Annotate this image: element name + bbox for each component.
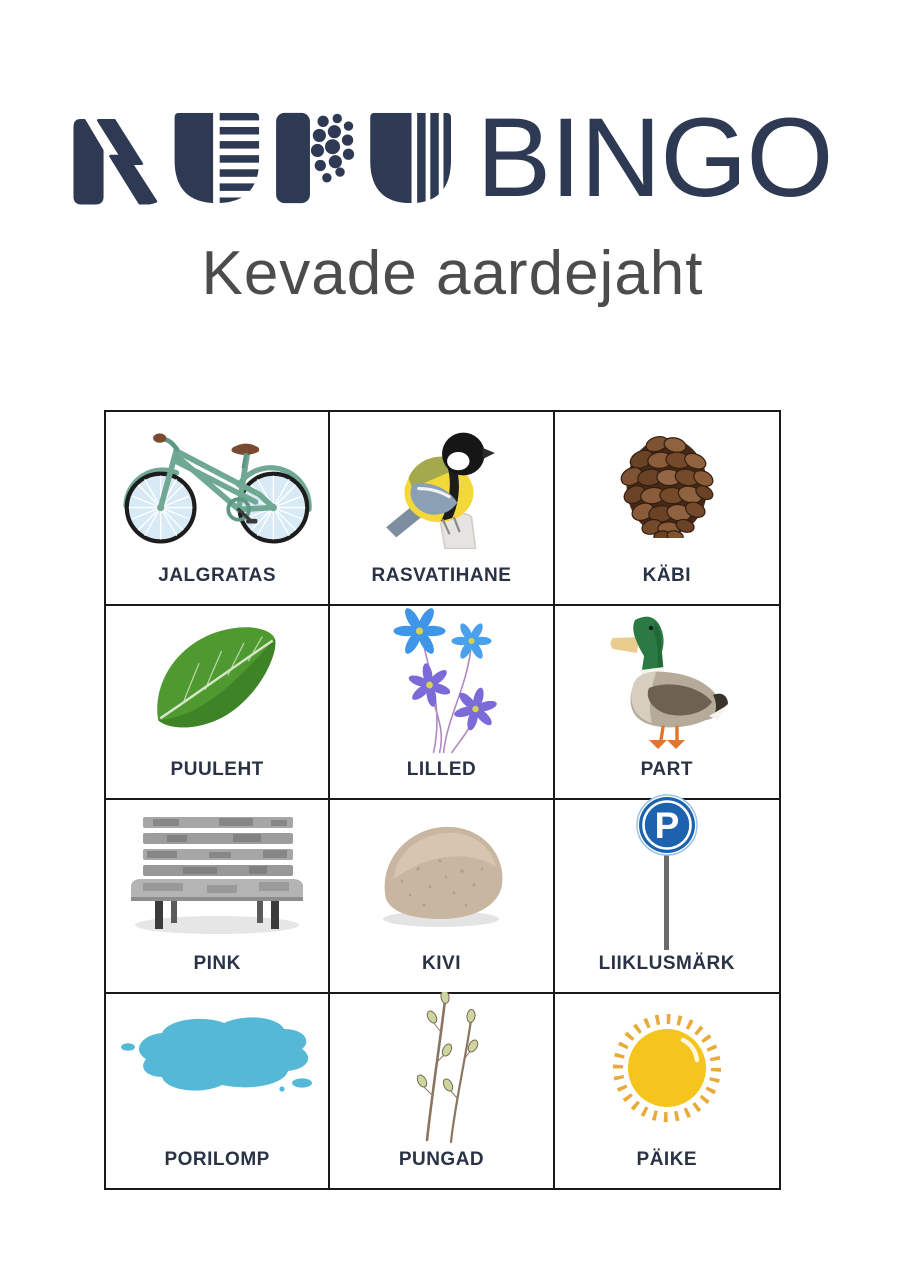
bingo-cell-paike [555, 994, 779, 1188]
mallard-duck-illustration [555, 606, 779, 752]
cell-label: JALGRATAS [158, 565, 277, 586]
bicycle-illustration [106, 412, 328, 558]
cell-label: KÄBI [642, 565, 692, 586]
bingo-grid [104, 410, 781, 1190]
bingo-cell-kabi [555, 412, 779, 606]
logo-letter-n [74, 120, 155, 203]
bingo-cell-porilomp [106, 994, 330, 1188]
tree-leaf-illustration [106, 606, 328, 752]
great-tit-bird-illustration [330, 412, 552, 558]
bingo-cell-rasvatihane [330, 412, 554, 606]
wordmark-bingo: BINGO [476, 95, 833, 220]
bingo-cell-kivi [330, 800, 554, 994]
logo-letter-u2 [370, 113, 451, 203]
header [0, 0, 905, 306]
parking-sign-illustration [555, 800, 779, 946]
logo-letter-p [276, 113, 354, 203]
cell-label: PÄIKE [636, 1149, 698, 1170]
sun-illustration [555, 994, 779, 1142]
stone-illustration [330, 800, 552, 946]
cell-label: PORILOMP [164, 1149, 270, 1170]
nupu-logo-icon [73, 110, 451, 206]
hepatica-flowers-illustration [330, 606, 552, 752]
cell-label: PUULEHT [170, 759, 264, 780]
cell-label: PART [640, 759, 693, 780]
bingo-cell-pink [106, 800, 330, 994]
cell-label: RASVATIHANE [371, 565, 512, 586]
bingo-cell-jalgratas [106, 412, 330, 606]
bingo-cell-liiklusmark [555, 800, 779, 994]
pine-cone-illustration [555, 412, 779, 558]
cell-label: LILLED [406, 759, 477, 780]
bingo-cell-part [555, 606, 779, 800]
svg-text:P: P [654, 805, 680, 846]
bingo-cell-pungad [330, 994, 554, 1188]
logo-row [73, 95, 833, 220]
cell-label: LIIKLUSMÄRK [598, 953, 736, 974]
subtitle: Kevade aardejaht [201, 239, 704, 308]
bingo-cell-puuleht [106, 606, 330, 800]
bingo-cell-lilled [330, 606, 554, 800]
logo-letter-u1 [174, 113, 259, 203]
cell-label: PINK [193, 953, 241, 974]
cell-label: PUNGAD [398, 1149, 485, 1170]
willow-buds-illustration [330, 994, 552, 1142]
wooden-bench-illustration [106, 800, 328, 946]
puddle-illustration [106, 994, 328, 1142]
cell-label: KIVI [422, 953, 461, 974]
